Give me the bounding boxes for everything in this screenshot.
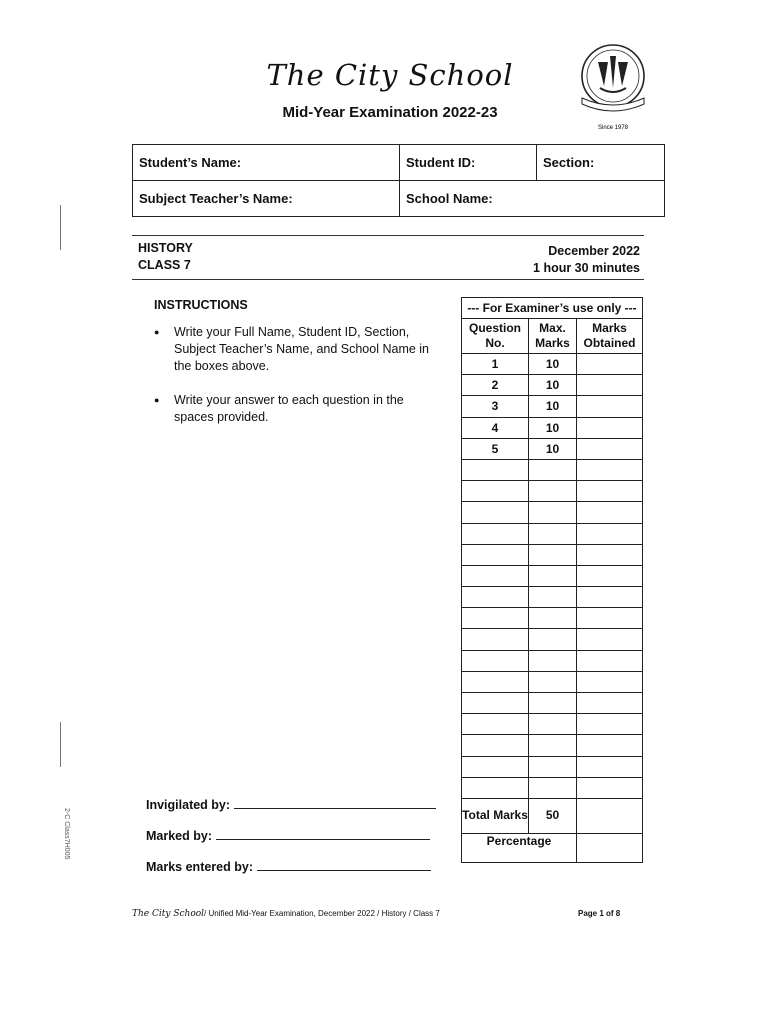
school-title: The City School bbox=[266, 58, 514, 92]
empty-row bbox=[462, 565, 643, 586]
question-no: 5 bbox=[462, 438, 529, 459]
empty-row bbox=[462, 523, 643, 544]
instructions-title: INSTRUCTIONS bbox=[154, 298, 248, 312]
question-no: 4 bbox=[462, 417, 529, 438]
exam-title: Mid-Year Examination 2022-23 bbox=[282, 104, 498, 121]
exam-duration: 1 hour 30 minutes bbox=[533, 261, 640, 275]
empty-row bbox=[462, 502, 643, 523]
logo-since-text: Since 1978 bbox=[597, 125, 629, 131]
margin-mark bbox=[60, 205, 61, 250]
max-marks: 10 bbox=[529, 438, 577, 459]
empty-row bbox=[462, 650, 643, 671]
school-logo bbox=[578, 42, 648, 132]
col-question-header: Question No. bbox=[462, 319, 529, 354]
empty-row bbox=[462, 544, 643, 565]
col-obtained-header: Marks Obtained bbox=[577, 319, 643, 354]
invigilated-by-field[interactable]: Invigilated by: bbox=[146, 796, 436, 812]
empty-row bbox=[462, 735, 643, 756]
marks-obtained-cell[interactable] bbox=[577, 375, 643, 396]
instruction-item: ● Write your Full Name, Student ID, Section, Subject Teacher’s Name, and School Name in the boxes above. bbox=[154, 324, 434, 375]
empty-row bbox=[462, 714, 643, 735]
marked-by-line[interactable] bbox=[216, 827, 430, 840]
side-code: 2-C Class7H005 bbox=[63, 808, 70, 860]
max-marks: 10 bbox=[529, 417, 577, 438]
marks-obtained-cell[interactable] bbox=[577, 354, 643, 375]
empty-row bbox=[462, 693, 643, 714]
section-field[interactable]: Section: bbox=[537, 145, 665, 181]
empty-row bbox=[462, 481, 643, 502]
footer-text bbox=[132, 909, 440, 919]
percentage-label: Percentage bbox=[462, 833, 577, 862]
marks-obtained-cell[interactable] bbox=[577, 438, 643, 459]
examiner-table bbox=[461, 297, 643, 863]
class-name: CLASS 7 bbox=[138, 258, 191, 272]
question-no: 1 bbox=[462, 354, 529, 375]
col-max-header: Max. Marks bbox=[529, 319, 577, 354]
subject-name: HISTORY bbox=[138, 241, 193, 255]
page-number: Page 1 of 8 bbox=[578, 909, 621, 918]
table-row bbox=[462, 396, 643, 417]
empty-row bbox=[462, 629, 643, 650]
empty-row bbox=[462, 756, 643, 777]
divider-bottom bbox=[132, 279, 644, 280]
total-obtained-cell[interactable] bbox=[577, 798, 643, 833]
school-name-field[interactable]: School Name: bbox=[400, 181, 665, 217]
table-row bbox=[462, 438, 643, 459]
footer-brand: The City School bbox=[132, 909, 205, 919]
footer-details: / Unified Mid-Year Examination, December 2022 / History / Class 7 bbox=[204, 909, 440, 918]
percentage-cell[interactable] bbox=[577, 833, 643, 862]
instruction-item: ● Write your answer to each question in the spaces provided. bbox=[154, 392, 434, 426]
examiner-table-title: --- For Examiner’s use only --- bbox=[462, 298, 643, 319]
student-name-field[interactable]: Student’s Name: bbox=[133, 145, 400, 181]
empty-row bbox=[462, 608, 643, 629]
invigilated-by-line[interactable] bbox=[234, 796, 436, 809]
question-no: 3 bbox=[462, 396, 529, 417]
subject-teacher-field[interactable]: Subject Teacher’s Name: bbox=[133, 181, 400, 217]
total-marks-value: 50 bbox=[529, 798, 577, 833]
date-block bbox=[480, 243, 640, 277]
marked-by-field[interactable]: Marked by: bbox=[146, 827, 430, 843]
marks-entered-by-field[interactable]: Marks entered by: bbox=[146, 858, 431, 874]
margin-mark bbox=[60, 722, 61, 767]
question-no: 2 bbox=[462, 375, 529, 396]
max-marks: 10 bbox=[529, 354, 577, 375]
marks-obtained-cell[interactable] bbox=[577, 396, 643, 417]
student-id-field[interactable]: Student ID: bbox=[400, 145, 537, 181]
instructions-list bbox=[154, 324, 434, 443]
marks-obtained-cell[interactable] bbox=[577, 417, 643, 438]
student-info-table bbox=[132, 144, 665, 217]
empty-row bbox=[462, 777, 643, 798]
marks-entered-by-line[interactable] bbox=[257, 858, 431, 871]
max-marks: 10 bbox=[529, 396, 577, 417]
table-row bbox=[462, 375, 643, 396]
empty-row bbox=[462, 587, 643, 608]
table-row bbox=[462, 354, 643, 375]
empty-row bbox=[462, 671, 643, 692]
table-row bbox=[462, 417, 643, 438]
subject-block bbox=[138, 240, 193, 274]
divider-top bbox=[132, 235, 644, 236]
empty-row bbox=[462, 459, 643, 480]
total-marks-label: Total Marks bbox=[462, 798, 529, 833]
max-marks: 10 bbox=[529, 375, 577, 396]
exam-date: December 2022 bbox=[548, 244, 640, 258]
